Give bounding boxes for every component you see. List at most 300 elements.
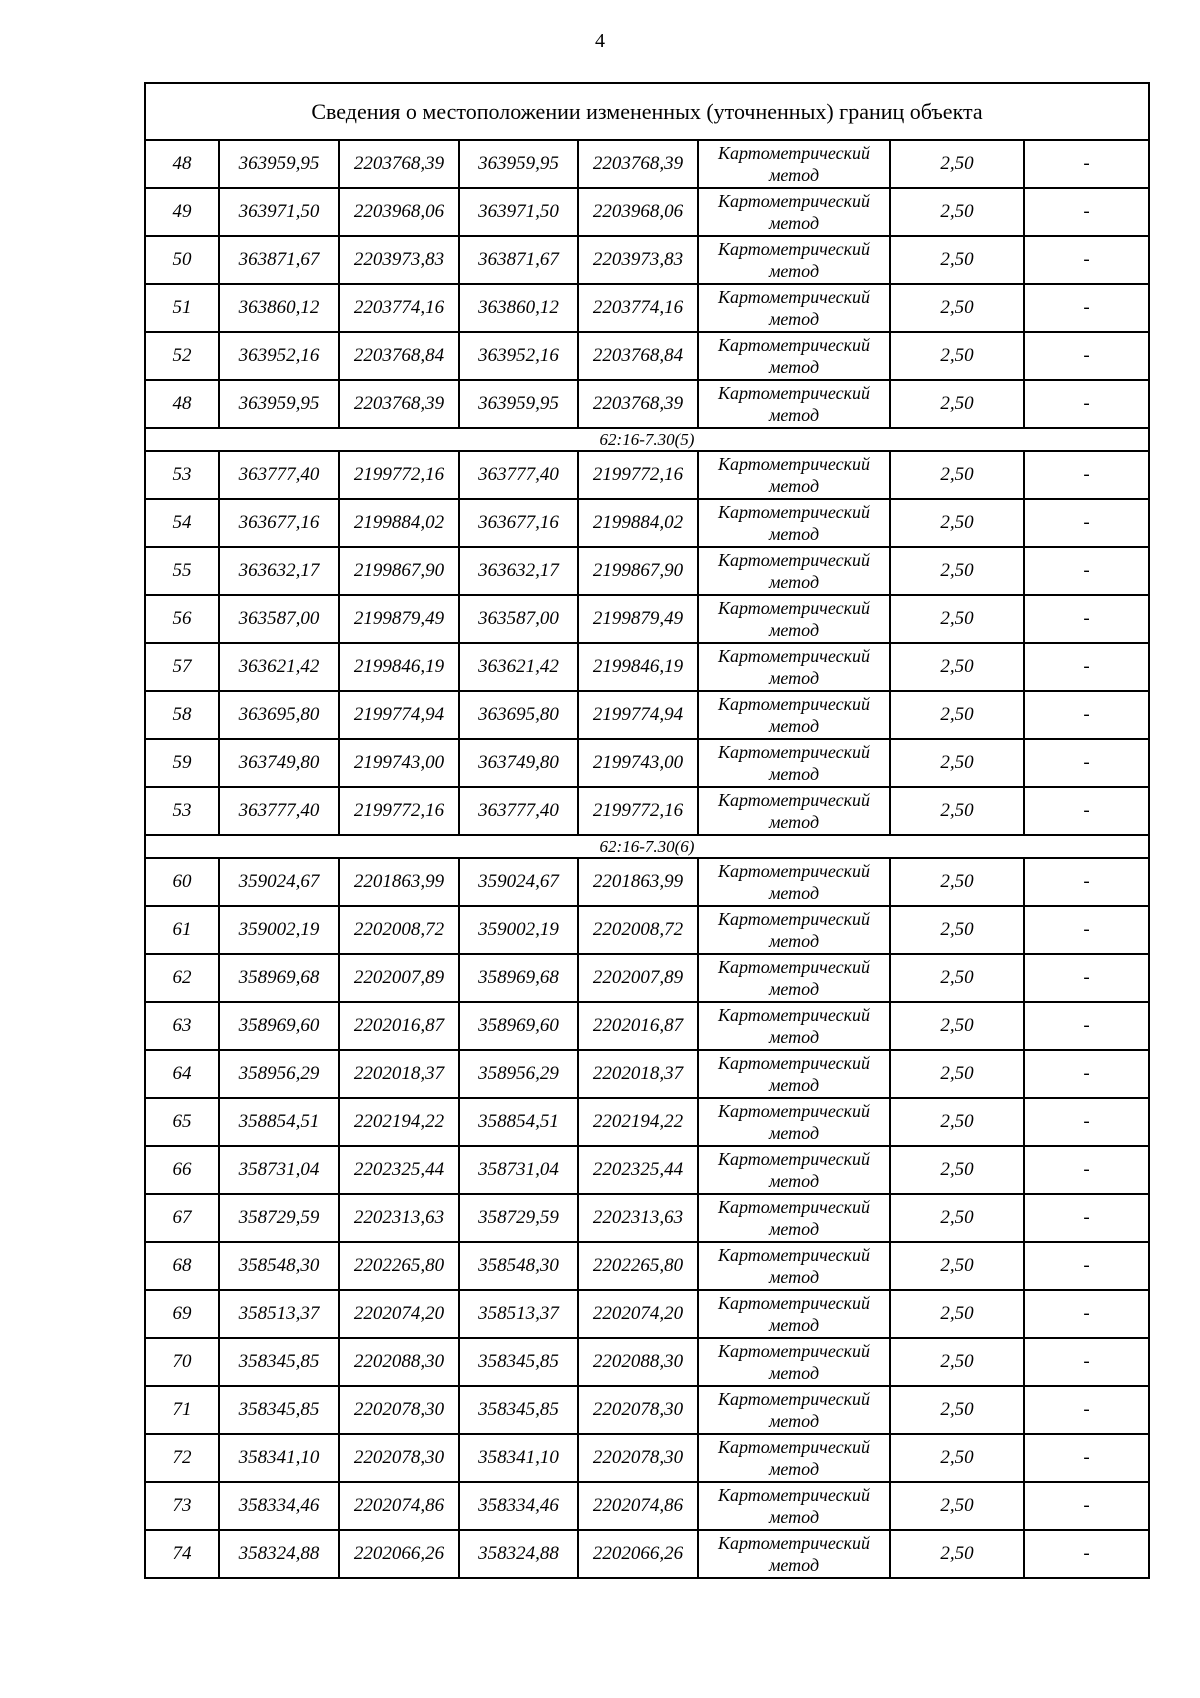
refined-x-cell: 358854,51 [459,1098,578,1146]
refined-x-cell: 358513,37 [459,1290,578,1338]
method-line-1: Картометрический [717,790,870,810]
accuracy-cell: 2,50 [890,1386,1024,1434]
note-cell: - [1024,1290,1149,1338]
method-cell [698,332,890,380]
table-row [145,739,1149,787]
accuracy-cell: 2,50 [890,1194,1024,1242]
existing-x-cell: 358513,37 [219,1290,339,1338]
method-line-1: Картометрический [717,694,870,714]
method-cell [698,1290,890,1338]
accuracy-cell: 2,50 [890,284,1024,332]
existing-x-cell: 363777,40 [219,451,339,499]
section-label: 62:16-7.30(6) [145,835,1149,858]
method-line-2: метод [768,668,820,688]
table-body [145,83,1149,1578]
existing-x-cell: 363952,16 [219,332,339,380]
existing-x-cell: 358548,30 [219,1242,339,1290]
refined-y-cell: 2202078,30 [578,1434,698,1482]
accuracy-cell: 2,50 [890,499,1024,547]
refined-x-cell: 363871,67 [459,236,578,284]
refined-y-cell: 2199772,16 [578,787,698,835]
existing-y-cell: 2202265,80 [339,1242,459,1290]
method-line-1: Картометрический [717,1293,870,1313]
point-number-cell: 68 [145,1242,219,1290]
accuracy-cell: 2,50 [890,739,1024,787]
existing-x-cell: 363777,40 [219,787,339,835]
refined-x-cell: 363777,40 [459,787,578,835]
note-cell: - [1024,1050,1149,1098]
note-cell: - [1024,380,1149,428]
accuracy-cell: 2,50 [890,332,1024,380]
boundary-coordinates-table [144,82,1150,1579]
point-number-cell: 52 [145,332,219,380]
table-row [145,1194,1149,1242]
existing-x-cell: 358334,46 [219,1482,339,1530]
method-line-1: Картометрический [717,191,870,211]
refined-y-cell: 2199884,02 [578,499,698,547]
method-cell [698,1434,890,1482]
existing-y-cell: 2203968,06 [339,188,459,236]
point-number-cell: 73 [145,1482,219,1530]
table-row [145,380,1149,428]
method-line-1: Картометрический [717,550,870,570]
method-line-1: Картометрический [717,239,870,259]
note-cell: - [1024,1386,1149,1434]
method-line-2: метод [768,883,820,903]
method-cell [698,1242,890,1290]
method-line-1: Картометрический [717,1197,870,1217]
table-row [145,1098,1149,1146]
method-cell [698,1050,890,1098]
refined-x-cell: 363695,80 [459,691,578,739]
refined-x-cell: 363959,95 [459,140,578,188]
section-header-row [145,428,1149,451]
refined-y-cell: 2203768,84 [578,332,698,380]
existing-x-cell: 363587,00 [219,595,339,643]
method-line-1: Картометрический [717,1437,870,1457]
method-line-1: Картометрический [717,287,870,307]
method-cell [698,1530,890,1578]
refined-y-cell: 2203774,16 [578,284,698,332]
existing-y-cell: 2202008,72 [339,906,459,954]
existing-x-cell: 363860,12 [219,284,339,332]
existing-x-cell: 363871,67 [219,236,339,284]
method-cell [698,1386,890,1434]
refined-x-cell: 358341,10 [459,1434,578,1482]
point-number-cell: 57 [145,643,219,691]
refined-y-cell: 2202313,63 [578,1194,698,1242]
existing-y-cell: 2203768,84 [339,332,459,380]
refined-y-cell: 2199846,19 [578,643,698,691]
table-row [145,858,1149,906]
refined-x-cell: 363749,80 [459,739,578,787]
table-row [145,284,1149,332]
accuracy-cell: 2,50 [890,1146,1024,1194]
method-line-2: метод [768,716,820,736]
point-number-cell: 58 [145,691,219,739]
note-cell: - [1024,1194,1149,1242]
refined-x-cell: 358548,30 [459,1242,578,1290]
existing-y-cell: 2202074,86 [339,1482,459,1530]
point-number-cell: 71 [145,1386,219,1434]
refined-y-cell: 2202265,80 [578,1242,698,1290]
refined-y-cell: 2203768,39 [578,380,698,428]
refined-y-cell: 2202066,26 [578,1530,698,1578]
note-cell: - [1024,451,1149,499]
point-number-cell: 74 [145,1530,219,1578]
accuracy-cell: 2,50 [890,1050,1024,1098]
note-cell: - [1024,691,1149,739]
method-line-2: метод [768,309,820,329]
method-cell [698,1338,890,1386]
note-cell: - [1024,499,1149,547]
accuracy-cell: 2,50 [890,954,1024,1002]
method-line-1: Картометрический [717,1245,870,1265]
point-number-cell: 61 [145,906,219,954]
method-line-2: метод [768,1315,820,1335]
refined-y-cell: 2199743,00 [578,739,698,787]
existing-y-cell: 2202194,22 [339,1098,459,1146]
note-cell: - [1024,1146,1149,1194]
method-line-1: Картометрический [717,1053,870,1073]
existing-x-cell: 359024,67 [219,858,339,906]
method-cell [698,284,890,332]
refined-y-cell: 2203768,39 [578,140,698,188]
table-row [145,1290,1149,1338]
note-cell: - [1024,858,1149,906]
existing-y-cell: 2203774,16 [339,284,459,332]
table-row [145,1002,1149,1050]
method-cell [698,691,890,739]
note-cell: - [1024,954,1149,1002]
table-title: Сведения о местоположении измененных (уточненных) границ объекта [145,83,1149,140]
existing-y-cell: 2203768,39 [339,380,459,428]
method-line-2: метод [768,812,820,832]
method-cell [698,380,890,428]
existing-x-cell: 358345,85 [219,1338,339,1386]
existing-x-cell: 363621,42 [219,643,339,691]
existing-y-cell: 2202018,37 [339,1050,459,1098]
point-number-cell: 49 [145,188,219,236]
note-cell: - [1024,1098,1149,1146]
method-line-1: Картометрический [717,742,870,762]
existing-x-cell: 358854,51 [219,1098,339,1146]
accuracy-cell: 2,50 [890,188,1024,236]
refined-x-cell: 363632,17 [459,547,578,595]
refined-x-cell: 363621,42 [459,643,578,691]
refined-x-cell: 358324,88 [459,1530,578,1578]
refined-y-cell: 2202088,30 [578,1338,698,1386]
refined-y-cell: 2199772,16 [578,451,698,499]
method-cell [698,451,890,499]
table-row [145,1530,1149,1578]
table-row [145,643,1149,691]
refined-x-cell: 358969,68 [459,954,578,1002]
method-line-1: Картометрический [717,383,870,403]
method-line-2: метод [768,1171,820,1191]
table-title-row [145,83,1149,140]
method-cell [698,787,890,835]
method-cell [698,499,890,547]
accuracy-cell: 2,50 [890,1098,1024,1146]
method-line-2: метод [768,1219,820,1239]
existing-x-cell: 358956,29 [219,1050,339,1098]
refined-y-cell: 2202078,30 [578,1386,698,1434]
section-header-row [145,835,1149,858]
existing-y-cell: 2199867,90 [339,547,459,595]
note-cell: - [1024,906,1149,954]
accuracy-cell: 2,50 [890,1482,1024,1530]
method-line-2: метод [768,213,820,233]
note-cell: - [1024,284,1149,332]
existing-x-cell: 363632,17 [219,547,339,595]
existing-x-cell: 363677,16 [219,499,339,547]
accuracy-cell: 2,50 [890,140,1024,188]
refined-y-cell: 2202018,37 [578,1050,698,1098]
point-number-cell: 65 [145,1098,219,1146]
method-line-1: Картометрический [717,646,870,666]
note-cell: - [1024,1530,1149,1578]
section-label: 62:16-7.30(5) [145,428,1149,451]
method-line-1: Картометрический [717,454,870,474]
point-number-cell: 50 [145,236,219,284]
refined-y-cell: 2199867,90 [578,547,698,595]
accuracy-cell: 2,50 [890,1530,1024,1578]
table-row [145,1338,1149,1386]
method-line-2: метод [768,620,820,640]
refined-x-cell: 358334,46 [459,1482,578,1530]
method-line-1: Картометрический [717,1533,870,1553]
method-line-1: Картометрический [717,143,870,163]
refined-y-cell: 2202325,44 [578,1146,698,1194]
method-cell [698,1098,890,1146]
method-line-2: метод [768,405,820,425]
note-cell: - [1024,236,1149,284]
note-cell: - [1024,787,1149,835]
refined-x-cell: 363677,16 [459,499,578,547]
page-number: 4 [595,30,605,52]
point-number-cell: 55 [145,547,219,595]
method-line-1: Картометрический [717,598,870,618]
refined-y-cell: 2203968,06 [578,188,698,236]
existing-x-cell: 358345,85 [219,1386,339,1434]
refined-y-cell: 2199774,94 [578,691,698,739]
existing-x-cell: 363749,80 [219,739,339,787]
existing-x-cell: 358731,04 [219,1146,339,1194]
method-line-2: метод [768,979,820,999]
existing-x-cell: 363695,80 [219,691,339,739]
method-line-1: Картометрический [717,1101,870,1121]
point-number-cell: 62 [145,954,219,1002]
method-line-1: Картометрический [717,909,870,929]
method-line-2: метод [768,524,820,544]
point-number-cell: 70 [145,1338,219,1386]
method-line-1: Картометрический [717,1341,870,1361]
method-line-2: метод [768,165,820,185]
refined-x-cell: 363777,40 [459,451,578,499]
method-line-2: метод [768,572,820,592]
table-row [145,140,1149,188]
accuracy-cell: 2,50 [890,1338,1024,1386]
note-cell: - [1024,1002,1149,1050]
method-line-1: Картометрический [717,1005,870,1025]
method-cell [698,547,890,595]
refined-x-cell: 363952,16 [459,332,578,380]
point-number-cell: 48 [145,140,219,188]
accuracy-cell: 2,50 [890,1434,1024,1482]
note-cell: - [1024,547,1149,595]
refined-y-cell: 2202074,86 [578,1482,698,1530]
note-cell: - [1024,1242,1149,1290]
method-cell [698,858,890,906]
method-line-2: метод [768,1267,820,1287]
refined-x-cell: 359024,67 [459,858,578,906]
existing-y-cell: 2199772,16 [339,787,459,835]
point-number-cell: 54 [145,499,219,547]
refined-y-cell: 2202016,87 [578,1002,698,1050]
table-row [145,547,1149,595]
point-number-cell: 53 [145,787,219,835]
refined-x-cell: 358956,29 [459,1050,578,1098]
method-line-1: Картометрический [717,861,870,881]
method-line-2: метод [768,357,820,377]
point-number-cell: 51 [145,284,219,332]
method-line-2: метод [768,476,820,496]
refined-x-cell: 358729,59 [459,1194,578,1242]
refined-y-cell: 2202194,22 [578,1098,698,1146]
refined-x-cell: 359002,19 [459,906,578,954]
method-line-2: метод [768,1027,820,1047]
accuracy-cell: 2,50 [890,906,1024,954]
point-number-cell: 56 [145,595,219,643]
existing-x-cell: 359002,19 [219,906,339,954]
accuracy-cell: 2,50 [890,643,1024,691]
note-cell: - [1024,1482,1149,1530]
method-cell [698,1146,890,1194]
method-line-2: метод [768,1507,820,1527]
table-row [145,1050,1149,1098]
table-row [145,595,1149,643]
method-line-2: метод [768,931,820,951]
method-cell [698,236,890,284]
existing-y-cell: 2199743,00 [339,739,459,787]
accuracy-cell: 2,50 [890,787,1024,835]
method-line-2: метод [768,764,820,784]
method-cell [698,188,890,236]
accuracy-cell: 2,50 [890,547,1024,595]
accuracy-cell: 2,50 [890,1002,1024,1050]
refined-x-cell: 358345,85 [459,1386,578,1434]
existing-x-cell: 363971,50 [219,188,339,236]
refined-y-cell: 2202074,20 [578,1290,698,1338]
method-cell [698,140,890,188]
table-row [145,451,1149,499]
existing-y-cell: 2202078,30 [339,1386,459,1434]
table-row [145,787,1149,835]
method-line-2: метод [768,1411,820,1431]
table-row [145,236,1149,284]
point-number-cell: 66 [145,1146,219,1194]
existing-y-cell: 2202066,26 [339,1530,459,1578]
method-line-1: Картометрический [717,957,870,977]
method-line-2: метод [768,1075,820,1095]
method-cell [698,1482,890,1530]
method-cell [698,739,890,787]
method-cell [698,954,890,1002]
existing-x-cell: 358729,59 [219,1194,339,1242]
existing-y-cell: 2201863,99 [339,858,459,906]
refined-y-cell: 2203973,83 [578,236,698,284]
point-number-cell: 69 [145,1290,219,1338]
accuracy-cell: 2,50 [890,451,1024,499]
accuracy-cell: 2,50 [890,858,1024,906]
existing-y-cell: 2203973,83 [339,236,459,284]
point-number-cell: 72 [145,1434,219,1482]
accuracy-cell: 2,50 [890,380,1024,428]
point-number-cell: 60 [145,858,219,906]
existing-y-cell: 2199884,02 [339,499,459,547]
method-line-2: метод [768,1363,820,1383]
refined-x-cell: 358345,85 [459,1338,578,1386]
refined-y-cell: 2202008,72 [578,906,698,954]
note-cell: - [1024,140,1149,188]
point-number-cell: 53 [145,451,219,499]
refined-y-cell: 2201863,99 [578,858,698,906]
method-line-1: Картометрический [717,1149,870,1169]
existing-x-cell: 358324,88 [219,1530,339,1578]
refined-x-cell: 363959,95 [459,380,578,428]
existing-y-cell: 2199846,19 [339,643,459,691]
existing-y-cell: 2199879,49 [339,595,459,643]
note-cell: - [1024,739,1149,787]
method-cell [698,906,890,954]
table-row [145,691,1149,739]
note-cell: - [1024,1434,1149,1482]
table-row [145,1434,1149,1482]
point-number-cell: 64 [145,1050,219,1098]
method-line-2: метод [768,1459,820,1479]
existing-x-cell: 358969,68 [219,954,339,1002]
existing-y-cell: 2202088,30 [339,1338,459,1386]
note-cell: - [1024,1338,1149,1386]
refined-x-cell: 358731,04 [459,1146,578,1194]
method-cell [698,595,890,643]
method-cell [698,643,890,691]
existing-y-cell: 2202016,87 [339,1002,459,1050]
accuracy-cell: 2,50 [890,595,1024,643]
existing-y-cell: 2202007,89 [339,954,459,1002]
accuracy-cell: 2,50 [890,236,1024,284]
table-row [145,499,1149,547]
table-row [145,188,1149,236]
refined-y-cell: 2199879,49 [578,595,698,643]
refined-x-cell: 363860,12 [459,284,578,332]
existing-y-cell: 2202074,20 [339,1290,459,1338]
existing-x-cell: 358969,60 [219,1002,339,1050]
existing-y-cell: 2202313,63 [339,1194,459,1242]
note-cell: - [1024,332,1149,380]
refined-x-cell: 363971,50 [459,188,578,236]
method-line-2: метод [768,1555,820,1575]
method-line-2: метод [768,1123,820,1143]
method-line-2: метод [768,261,820,281]
accuracy-cell: 2,50 [890,1242,1024,1290]
existing-x-cell: 358341,10 [219,1434,339,1482]
existing-x-cell: 363959,95 [219,140,339,188]
accuracy-cell: 2,50 [890,691,1024,739]
table-row [145,906,1149,954]
existing-y-cell: 2203768,39 [339,140,459,188]
